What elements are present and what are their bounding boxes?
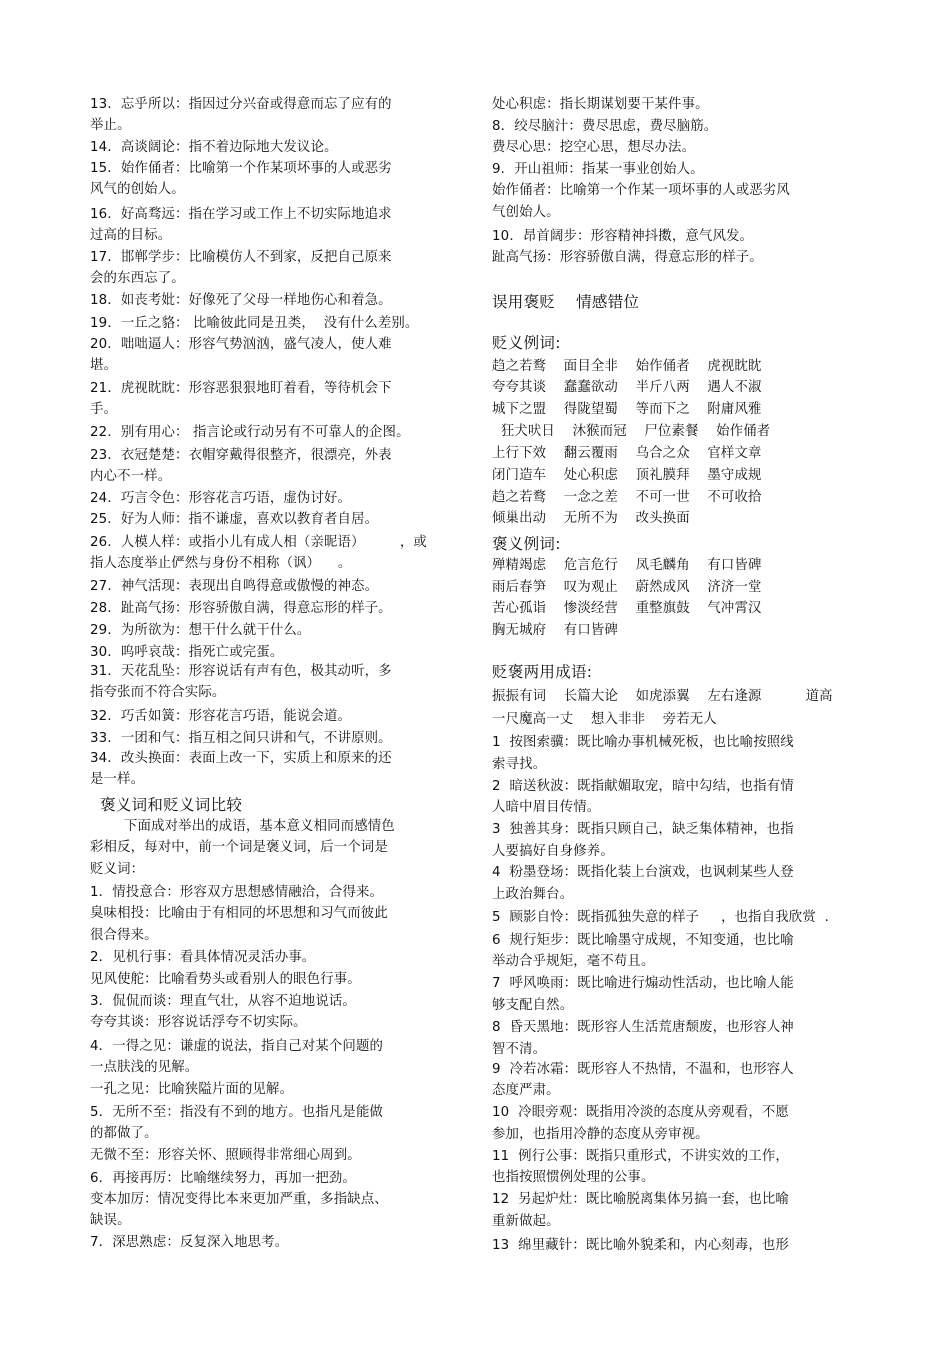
right-line: 9 冷若冰霜：既形容人不热情，不温和，也形容人 [492,1062,794,1077]
left-line: 15．始作俑者：比喻第一个作某项坏事的人或恶劣 [90,161,392,176]
right-line: 闭门造车 处心积虑 顶礼膜拜 墨守成规 [492,468,762,483]
right-line: 重新做起。 [492,1214,560,1229]
right-line: 1 按图索骥：既比喻办事机械死板，也比喻按照线 [492,735,794,750]
right-line: 上行下效 翻云覆雨 乌合之众 官样文章 [492,446,762,461]
right-line: 12 另起炉灶：既比喻脱离集体另搞一套，也比喻 [492,1192,789,1207]
right-line: 3 独善其身：既指只顾自己，缺乏集体精神，也指 [492,822,794,837]
right-line: 贬褒两用成语: [492,663,593,681]
right-line: 7 呼风唤雨：既比喻进行煽动性活动，也比喻人能 [492,976,794,991]
right-line: 13 绵里藏针：既比喻外貌柔和，内心刻毒，也形 [492,1238,789,1253]
left-line: 26．人模人样：或指小儿有成人相（亲昵语） ，或 [90,535,427,550]
right-line: 处心积虑：指长期谋划要干某件事。 [492,97,709,112]
left-line: 会的东西忘了。 [90,271,185,286]
right-line: 4 粉墨登场：既指化装上台演戏，也讽刺某些人登 [492,865,794,880]
left-line: 29．为所欲为：想干什么就干什么。 [90,623,311,638]
left-line: 堪。 [90,358,118,373]
left-line: 17．邯郸学步：比喻模仿人不到家，反把自己原来 [90,250,392,265]
left-line: 33．一团和气：指互相之间只讲和气，不讲原则。 [90,731,392,746]
left-line: 褒义词和贬义词比较 [100,796,243,814]
left-line: 30．呜呼哀哉：指死亡或完蛋。 [90,645,284,660]
right-line: 气创始人。 [492,205,560,220]
right-line: 胸无城府 有口皆碑 [492,623,618,638]
left-line: 贬义词： [90,862,145,877]
left-line: 32．巧舌如簧：形容花言巧语，能说会道。 [90,709,352,724]
right-line: 也指按照惯例处理的公事。 [492,1170,655,1185]
left-line: 举止。 [90,118,131,133]
left-line: 一点肤浅的见解。 [90,1060,199,1075]
right-line: 趾高气扬：形容骄傲自满，得意忘形的样子。 [492,250,763,265]
left-line: 28．趾高气扬：形容骄傲自满，得意忘形的样子。 [90,601,392,616]
left-line: 16．好高骛远：指在学习或工作上不切实际地追求 [90,207,392,222]
right-line: 狂犬吠日 沐猴而冠 尸位素餐 始作俑者 [492,424,771,439]
right-line: 9．开山祖师：指某一事业创始人。 [492,162,704,177]
right-line: 8．绞尽脑汁：费尽思虑，费尽脑筋。 [492,119,718,134]
right-line: 态度严肃。 [492,1083,560,1098]
right-line: 始作俑者：比喻第一个作某一项坏事的人或恶劣风 [492,183,790,198]
left-line: 3．侃侃而谈：理直气壮，从容不迫地说话。 [90,994,356,1009]
left-line: 5．无所不至：指没有不到的地方。也指凡是能做 [90,1105,384,1120]
left-line: 19．一丘之貉： 比喻彼此同是丑类， 没有什么差别。 [90,316,419,331]
right-line: 城下之盟 得陇望蜀 等而下之 附庸风雅 [492,402,762,417]
right-line: 费尽心思：挖空心思，想尽办法。 [492,140,696,155]
left-line: 夸夸其谈：形容说话浮夸不切实际。 [90,1015,307,1030]
right-line: 智不清。 [492,1042,547,1057]
right-line: 褒义例词: [492,535,561,553]
left-line: 14．高谈阔论：指不着边际地大发议论。 [90,140,338,155]
right-line: 举动合乎规矩，毫不苟且。 [492,954,655,969]
left-line: 变本加厉：情况变得比本来更加严重，多指缺点、 [90,1192,388,1207]
left-line: 27．神气活现：表现出自鸣得意或傲慢的神态。 [90,579,379,594]
right-line: 11 例行公事：既指只重形式，不讲实效的工作， [492,1149,789,1164]
left-line: 很合得来。 [90,928,158,943]
left-line: 18．如丧考妣：好像死了父母一样地伤心和着急。 [90,293,392,308]
right-line: 振振有词 长篇大论 如虎添翼 左右逢源 道高 [492,689,833,704]
left-line: 6．再接再厉：比喻继续努力，再加一把劲。 [90,1171,356,1186]
left-line: 13．忘乎所以：指因过分兴奋或得意而忘了应有的 [90,97,392,112]
left-line: 22．别有用心： 指言论或行动另有不可靠人的企图。 [90,425,410,440]
right-line: 趋之若鹜 一念之差 不可一世 不可收拾 [492,490,762,505]
left-line: 指人态度举止俨然与身份不相称（讽） 。 [90,556,352,571]
right-line: 雨后春笋 叹为观止 蔚然成风 济济一堂 [492,580,762,595]
left-line: 一孔之见：比喻狭隘片面的见解。 [90,1082,294,1097]
left-line: 指夸张而不符合实际。 [90,685,226,700]
left-line: 1．情投意合：形容双方思想感情融洽，合得来。 [90,885,384,900]
right-line: 贬义例词: [492,334,561,352]
right-line: 8 昏天黑地：既形容人生活荒唐颓废，也形容人神 [492,1020,794,1035]
right-line: 10 冷眼旁观：既指用冷淡的态度从旁观看，不愿 [492,1105,789,1120]
right-line: 误用褒贬 情感错位 [492,293,640,311]
left-line: 7．深思熟虑：反复深入地思考。 [90,1235,289,1250]
right-line: 苦心孤诣 惨淡经营 重整旗鼓 气冲霄汉 [492,601,762,616]
left-line: 臭味相投：比喻由于有相同的坏思想和习气而彼此 [90,906,388,921]
right-line: 趋之若鹜 面目全非 始作俑者 虎视眈眈 [492,359,762,374]
right-line: 人暗中眉目传情。 [492,800,601,815]
left-line: 21．虎视眈眈：形容恶狠狠地盯着看，等待机会下 [90,381,392,396]
left-line: 的都做了。 [90,1126,158,1141]
left-line: 4．一得之见：谦虚的说法，指自己对某个问题的 [90,1039,384,1054]
right-line: 5 顾影自怜：既指孤独失意的样子 ，也指自我欣赏 . [492,910,830,925]
right-line: 10．昂首阔步：形容精神抖擞，意气风发。 [492,229,754,244]
left-line: 缺误。 [90,1213,131,1228]
right-line: 人要搞好自身修养。 [492,844,614,859]
right-line: 索寻找。 [492,757,547,772]
right-line: 够支配自然。 [492,998,574,1013]
left-line: 2．见机行事：看具体情况灵活办事。 [90,950,316,965]
right-line: 上政治舞台。 [492,887,574,902]
left-line: 内心不一样。 [90,469,172,484]
left-line: 是一样。 [90,772,145,787]
right-line: 夸夸其谈 蠢蠢欲动 半斤八两 遇人不淑 [492,380,762,395]
left-line: 见风使舵：比喻看势头或看别人的眼色行事。 [90,972,361,987]
right-line: 2 暗送秋波：既指献媚取宠，暗中勾结，也指有情 [492,779,794,794]
left-line: 34．改头换面：表面上改一下，实质上和原来的还 [90,751,392,766]
right-line: 殚精竭虑 危言危行 凤毛麟角 有口皆碑 [492,558,762,573]
left-line: 风气的创始人。 [90,182,185,197]
left-line: 无微不至：形容关怀、照顾得非常细心周到。 [90,1148,361,1163]
left-line: 过高的目标。 [90,228,172,243]
left-line: 25．好为人师：指不谦虚，喜欢以教育者自居。 [90,512,379,527]
right-line: 参加，也指用冷静的态度从旁审视。 [492,1127,709,1142]
left-line: 下面成对举出的成语，基本意义相同而感情色 [124,819,395,834]
right-line: 倾巢出动 无所不为 改头换面 [492,511,690,526]
right-line: 一尺魔高一丈 想入非非 旁若无人 [492,712,717,727]
left-line: 24．巧言令色：形容花言巧语，虚伪讨好。 [90,491,352,506]
right-line: 6 规行矩步：既比喻墨守成规，不知变通，也比喻 [492,933,794,948]
left-line: 20．咄咄逼人：形容气势汹汹，盛气凌人，使人难 [90,337,392,352]
left-line: 31．天花乱坠：形容说话有声有色，极其动听，多 [90,664,392,679]
left-line: 手。 [90,402,118,417]
left-line: 彩相反，每对中，前一个词是褒义词，后一个词是 [90,840,388,855]
left-line: 23．衣冠楚楚：衣帽穿戴得很整齐，很漂亮，外表 [90,448,392,463]
